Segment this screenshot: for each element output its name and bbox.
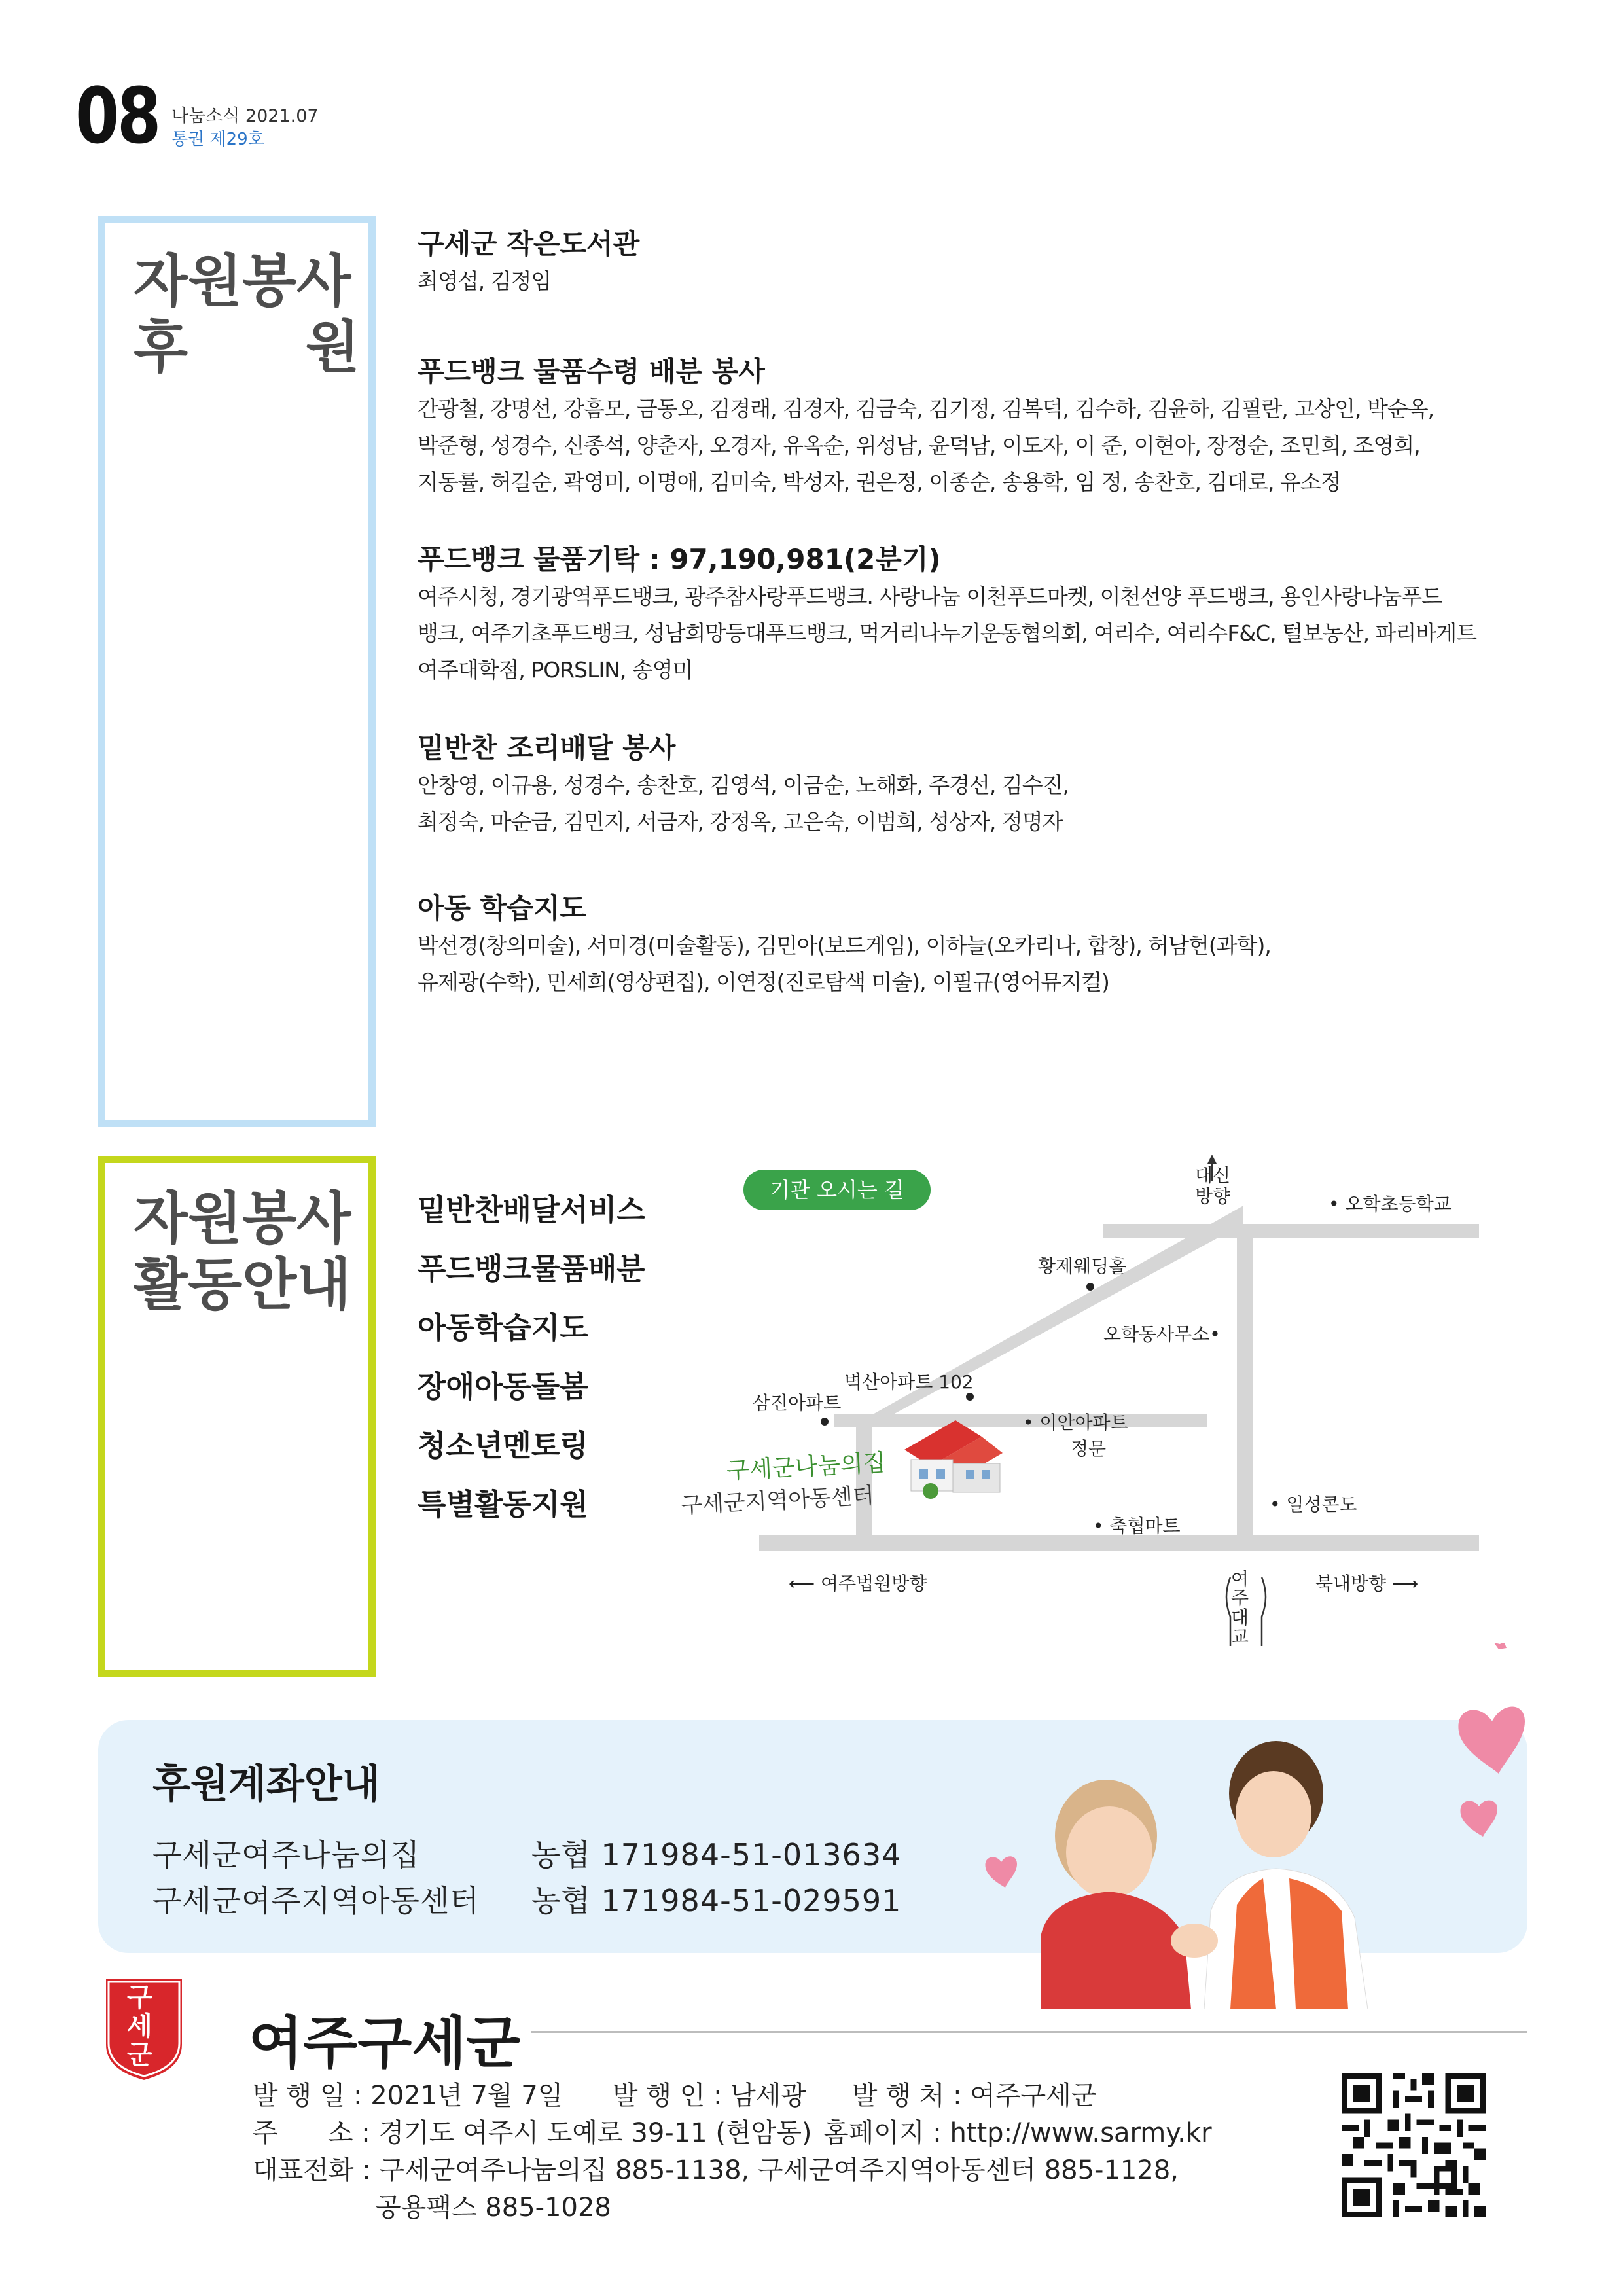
map-label-ian-gate: 정문 [1071, 1438, 1107, 1460]
publishing-org: 발 행 처 : 여주구세군 [852, 2081, 1097, 2111]
group-heading-child-tutoring: 아동 학습지도 [418, 892, 587, 924]
elder-body [1041, 1892, 1191, 2009]
road-top [1103, 1224, 1479, 1238]
group-heading-side-dish: 밑반찬 조리배달 봉사 [418, 732, 676, 764]
name-line: 최영섭, 김정임 [418, 268, 552, 294]
activity-item: 청소년멘토링 [418, 1428, 588, 1463]
publish-date: 발 행 일 : 2021년 7월 7일 [253, 2081, 563, 2111]
holding-hands [1171, 1924, 1218, 1958]
map-label-ian-apt: • 이안아파트 [1023, 1412, 1128, 1433]
map-label-bridge: 여 주 대 교 [1231, 1568, 1249, 1648]
name-line: 지동률, 허길순, 곽영미, 이명애, 김미숙, 박성자, 권은정, 이종순, 송용학, 임 정, 송찬호, 김대로, 유소정 [418, 469, 1341, 495]
heart-icon [1461, 1801, 1497, 1837]
account-number: 농협 171984-51-013634 [531, 1837, 902, 1873]
elder-face [1066, 1806, 1152, 1898]
name-line: 유제광(수학), 민세희(영상편집), 이연정(진로탐색 미술), 이필규(영어뮤지컬) [418, 969, 1109, 995]
helper-face [1236, 1771, 1311, 1857]
directions-badge: 기관 오시는 길 [743, 1170, 931, 1210]
account-title: 후원계좌안내 [152, 1761, 380, 1807]
map-label-samjin-apt: 삼진아파트 [753, 1392, 842, 1414]
map-dot [1086, 1283, 1094, 1291]
name-line: 여주시청, 경기광역푸드뱅크, 광주참사랑푸드뱅크. 사랑나눔 이천푸드마켓, 이천선양 푸드뱅크, 용인사랑나눔푸드 [418, 584, 1442, 609]
bridge-right-icon [1262, 1577, 1266, 1646]
heart-icon [985, 1856, 1017, 1888]
name-line: 최정숙, 마순금, 김민지, 서금자, 강정옥, 고은숙, 이범희, 성상자, 정명자 [418, 809, 1063, 834]
name-line: 뱅크, 여주기초푸드뱅크, 성남희망등대푸드뱅크, 먹거리나누기운동협의회, 여리수, 여리수F&C, 털보농산, 파리바게트 [418, 620, 1477, 646]
map-label-school: • 오학초등학교 [1329, 1193, 1452, 1215]
center-house-icon [904, 1420, 1003, 1499]
map-label-center-name: 구세군나눔의집 [726, 1449, 887, 1485]
fax: 공용팩스 885-1028 [376, 2193, 611, 2223]
name-line: 여주대학점, PORSLIN, 송영미 [418, 657, 693, 683]
qr-code-icon [1342, 2073, 1486, 2217]
divider [531, 2031, 1527, 2033]
road-right-vertical [1237, 1224, 1253, 1545]
map-dot [821, 1418, 829, 1426]
section-title-volunteer-activity: 자원봉사 활동안내 [134, 1186, 351, 1318]
group-body-foodbank-donation [418, 579, 1517, 689]
activity-item: 밑반찬배달서비스 [418, 1193, 645, 1227]
activity-item: 장애아동돌봄 [418, 1369, 588, 1404]
name-line: 박준형, 성경수, 신종석, 양춘자, 오경자, 유옥순, 위성남, 윤덕남, 이도자, 이 준, 이현아, 장정순, 조민희, 조영희, [418, 433, 1420, 458]
emblem-text: 구 세 군 [127, 1982, 152, 2070]
group-heading-library: 구세군 작은도서관 [418, 228, 640, 260]
group-heading-foodbank-donation: 푸드뱅크 물품기탁 : 97,190,981(2분기) [418, 543, 941, 575]
map-label-north: 대신 방향 [1195, 1164, 1231, 1208]
page-number: 08 [75, 71, 160, 161]
group-body-library [418, 263, 1517, 300]
name-line: 안창영, 이규용, 성경수, 송찬호, 김영석, 이금순, 노해화, 주경선, 김수진, [418, 772, 1069, 798]
map-label-court-direction: ⟵ 여주법원방향 [789, 1573, 927, 1594]
organization-name: 여주구세군 [249, 2011, 521, 2076]
issue-date: 나눔소식 2021.07 [171, 106, 319, 126]
account-name: 구세군여주나눔의집 [152, 1837, 420, 1873]
section-title-volunteer-sponsor: 자원봉사 후 원 [134, 249, 360, 380]
heart-icon [1458, 1707, 1525, 1774]
map-label-child-center: 구세군지역아동센터 [680, 1482, 875, 1519]
publisher: 발 행 인 : 남세광 [613, 2081, 807, 2111]
issue-number: 통권 제29호 [171, 130, 264, 149]
activity-item: 특별활동지원 [418, 1487, 588, 1522]
group-heading-foodbank-distribution: 푸드뱅크 물품수령 배분 봉사 [418, 355, 765, 387]
group-body-side-dish [418, 767, 1517, 840]
phone: 대표전화 : 구세군여주나눔의집 885-1138, 구세군여주지역아동센터 885-1128, [253, 2155, 1179, 2185]
map-label-byuksan-apt: 벽산아파트 102 [844, 1371, 974, 1393]
homepage: 홈페이지 : http://www.sarmy.kr [823, 2118, 1212, 2148]
account-number: 농협 171984-51-029591 [531, 1883, 902, 1918]
map-label-district-office: 오학동사무소• [1103, 1323, 1221, 1345]
map-label-wedding-hall: 황제웨딩홀 [1038, 1255, 1127, 1277]
name-line: 간광철, 강명선, 강흠모, 금동오, 김경래, 김경자, 김금숙, 김기정, 김복덕, 김수하, 김윤하, 김필란, 고상인, 박순옥, [418, 396, 1435, 422]
address: 주 소 : 경기도 여주시 도예로 39-11 (현암동) [253, 2118, 812, 2148]
map-label-mart: • 축협마트 [1093, 1515, 1181, 1537]
activity-item: 아동학습지도 [418, 1310, 588, 1345]
group-body-foodbank-distribution [418, 391, 1517, 501]
map-label-ilsung-condo: • 일성콘도 [1270, 1494, 1357, 1515]
name-line: 박선경(창의미술), 서미경(미술활동), 김민아(보드게임), 이하늘(오카리나, 합창), 허남헌(과학), [418, 933, 1271, 958]
account-name: 구세군여주지역아동센터 [152, 1883, 480, 1918]
group-body-child-tutoring [418, 927, 1517, 1001]
volunteer-illustration [969, 1643, 1531, 2009]
map-label-bungnae-direction: 북내방향 ⟶ [1315, 1573, 1419, 1594]
activity-item: 푸드뱅크물품배분 [418, 1251, 645, 1286]
bridge-left-icon [1226, 1577, 1230, 1646]
map-dot [966, 1393, 974, 1401]
